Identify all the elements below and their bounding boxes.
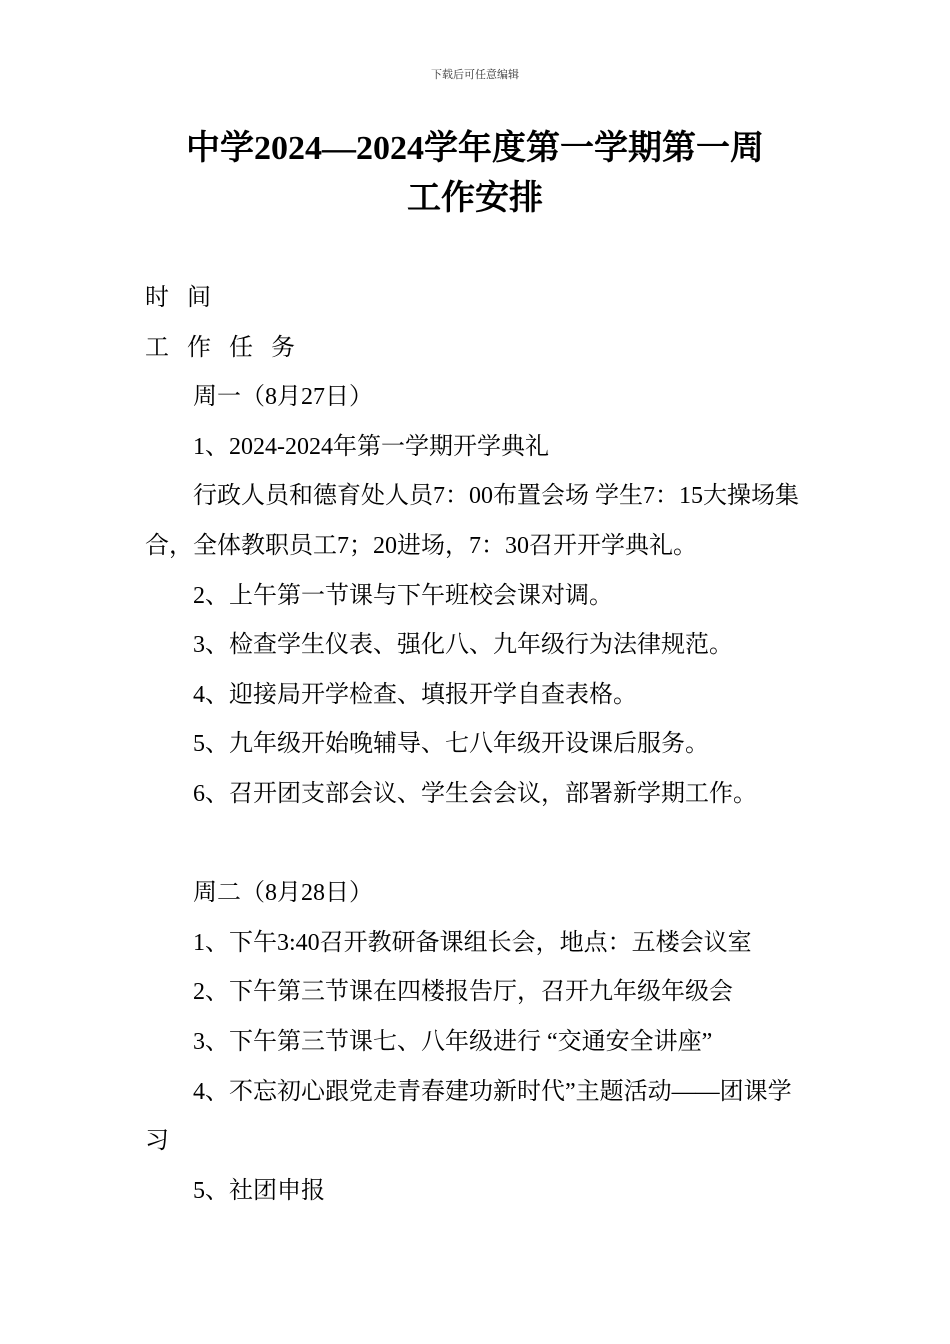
monday-item: 2、上午第一节课与下午班校会课对调。 — [193, 582, 613, 609]
title-line-1: 中学2024—2024学年度第一学期第一周 — [186, 130, 764, 167]
tuesday-heading: 周二（8月28日） — [193, 880, 373, 907]
title-line-2: 工作安排 — [407, 180, 543, 217]
tuesday-item: 3、下午第三节课七、八年级进行 “交通安全讲座” — [193, 1028, 713, 1055]
monday-item: 1、2024-2024年第一学期开学典礼 — [193, 433, 549, 460]
monday-item: 4、迎接局开学检查、填报开学自查表格。 — [193, 681, 637, 708]
header-note: 下载后可任意编辑 — [431, 69, 519, 81]
monday-item: 6、召开团支部会议、学生会会议，部署新学期工作。 — [193, 780, 757, 807]
tuesday-item: 1、下午3:40召开教研备课组长会，地点：五楼会议室 — [193, 929, 752, 956]
tuesday-item: 5、社团申报 — [193, 1177, 325, 1204]
monday-heading: 周一（8月27日） — [193, 384, 373, 411]
document-title — [100, 124, 850, 224]
monday-item: 3、检查学生仪表、强化八、九年级行为法律规范。 — [193, 632, 733, 659]
tuesday-item: 2、下午第三节课在四楼报告厅，召开九年级年级会 — [193, 979, 733, 1006]
monday-item: 行政人员和德育处人员7：00布置会场 学生7：15大操场集合，全体教职员工7；20进场，7：30召开开学典礼。 — [145, 483, 799, 559]
monday-item: 5、九年级开始晚辅导、七八年级开设课后服务。 — [193, 731, 709, 758]
document-body — [145, 274, 815, 1216]
section-spacer — [145, 820, 815, 870]
tuesday-item: 4、不忘初心跟党走青春建功新时代”主题活动——团课学习 — [145, 1078, 792, 1155]
task-header: 工 作 任 务 — [145, 334, 301, 361]
time-header: 时 间 — [145, 285, 217, 311]
